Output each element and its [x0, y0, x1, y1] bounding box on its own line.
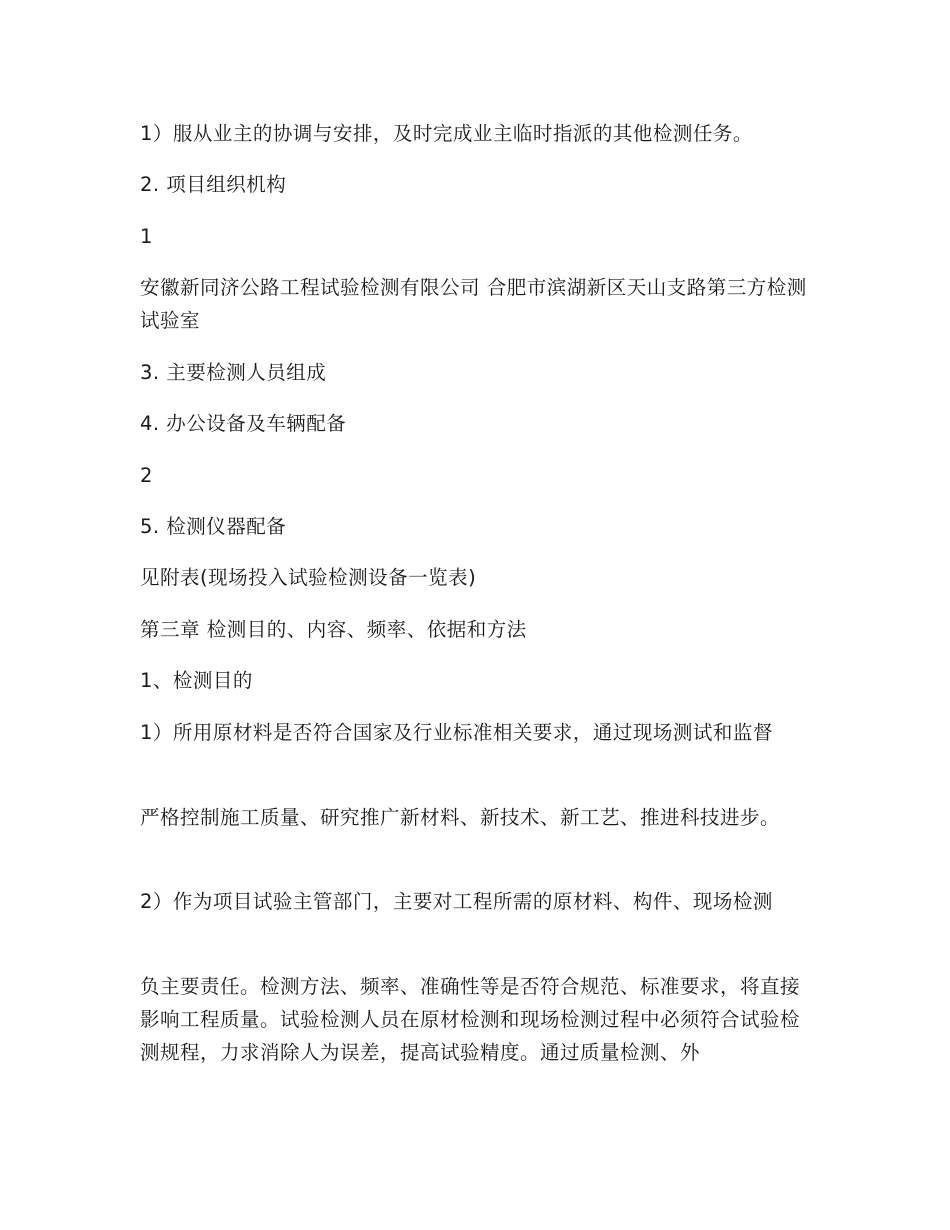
chapter-3-heading: 第三章 检测目的、内容、频率、依据和方法	[140, 618, 527, 641]
heading-office-equipment-vehicles: 4. 办公设备及车辆配备	[140, 412, 347, 435]
section-1-testing-purpose: 1、检测目的	[140, 669, 253, 692]
org-chart-page-number-2: 2	[140, 464, 153, 487]
paragraph-company-address: 安徽新同济公路工程试验检测有限公司 合肥市滨湖新区天山支路第三方检测试验室	[140, 276, 807, 332]
org-chart-page-number-1: 1	[140, 225, 153, 248]
paragraph-quality-control: 严格控制施工质量、研究推广新材料、新技术、新工艺、推进科技进步。	[140, 806, 781, 829]
paragraph-purpose-2: 2）作为项目试验主管部门，主要对工程所需的原材料、构件、现场检测	[140, 890, 773, 913]
paragraph-purpose-1: 1）所用原材料是否符合国家及行业标准相关要求，通过现场测试和监督	[140, 721, 773, 744]
paragraph-see-appendix: 见附表(现场投入试验检测设备一览表)	[140, 566, 477, 589]
paragraph-1-obey-owner: 1）服从业主的协调与安排，及时完成业主临时指派的其他检测任务。	[140, 122, 753, 145]
heading-project-organization: 2. 项目组织机构	[140, 173, 287, 196]
heading-testing-instruments: 5. 检测仪器配备	[140, 515, 287, 538]
heading-main-personnel: 3. 主要检测人员组成	[140, 361, 327, 384]
paragraph-responsibility: 负主要责任。检测方法、频率、准确性等是否符合规范、标准要求，将直接影响工程质量。试验检测人员在原材检测和现场检测过程中必须符合试验检测规程，力求消除人为误差，提高试验精度。通过质量检测、外	[140, 975, 801, 1064]
